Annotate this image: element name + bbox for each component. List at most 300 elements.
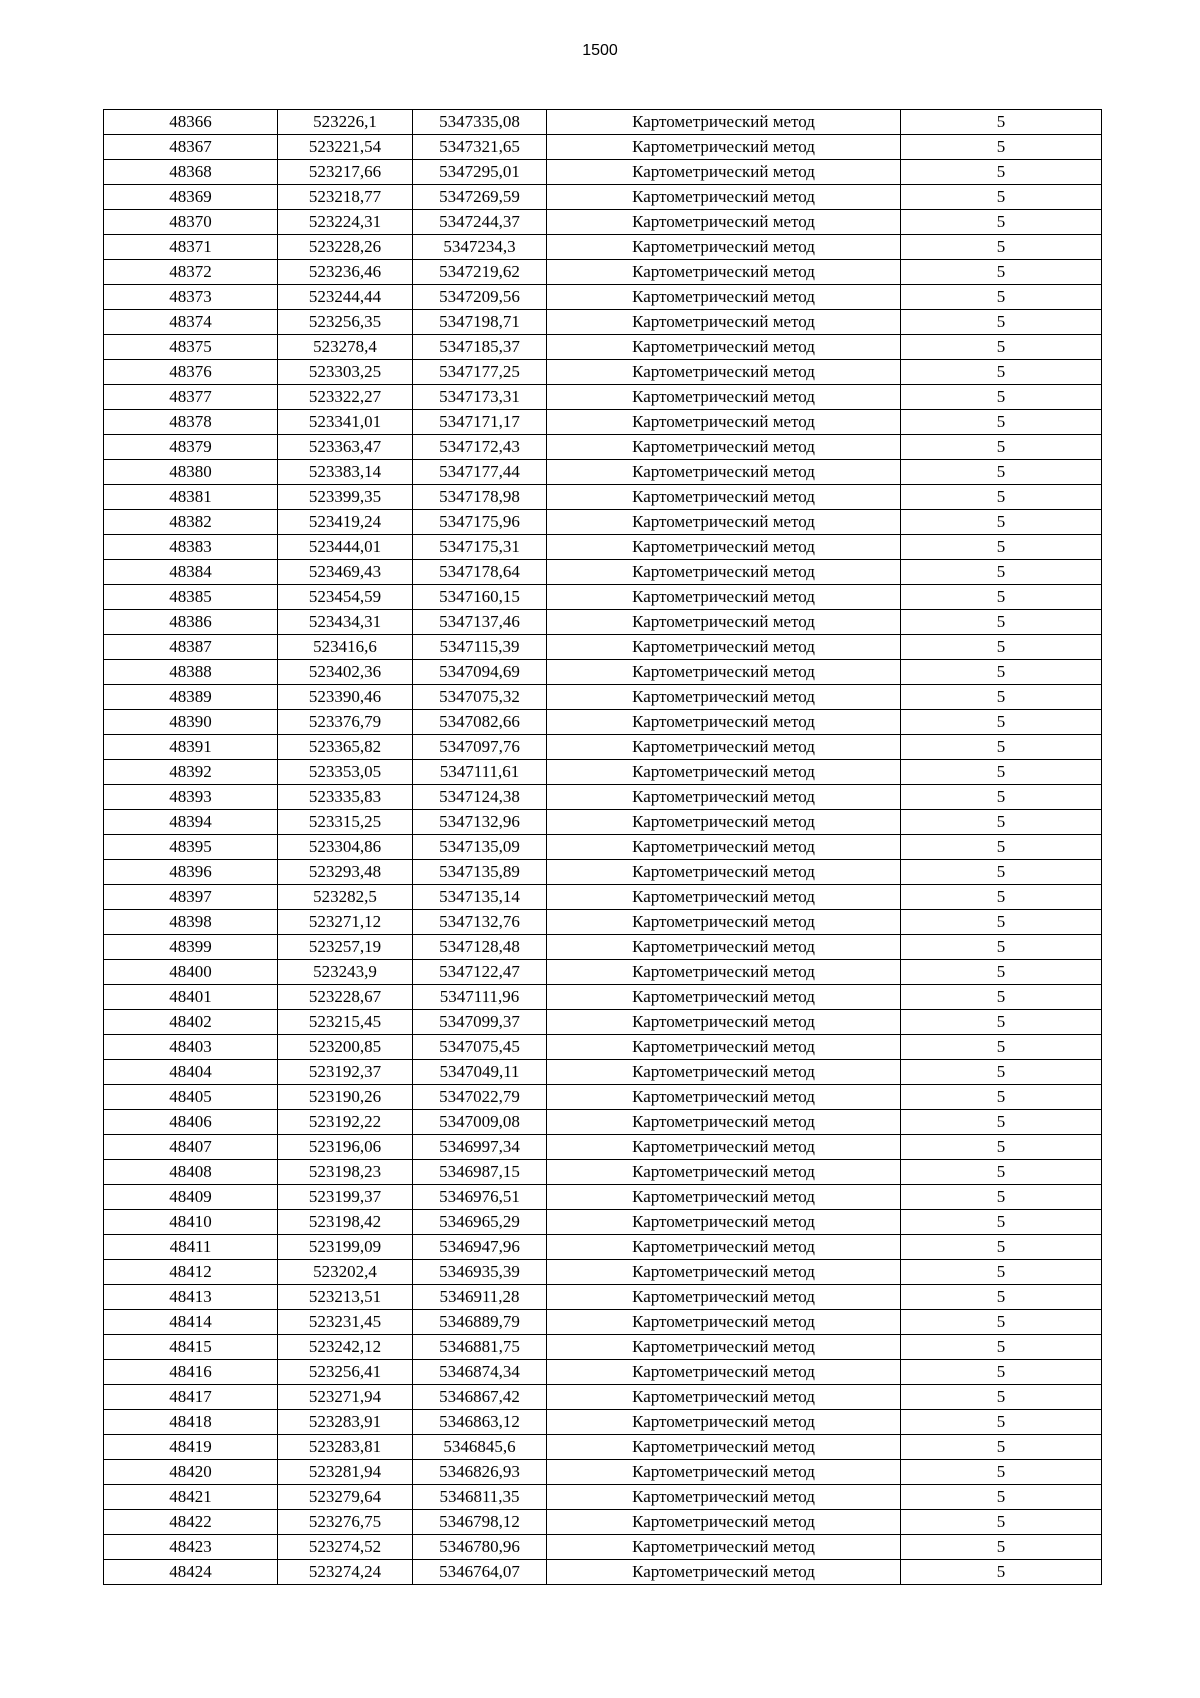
point-number-cell: 48387 (104, 635, 278, 660)
x-coordinate-cell: 523190,26 (278, 1085, 413, 1110)
y-coordinate-cell: 5347094,69 (413, 660, 547, 685)
point-number-cell: 48415 (104, 1335, 278, 1360)
x-coordinate-cell: 523236,46 (278, 260, 413, 285)
table-row (104, 385, 1102, 410)
method-cell: Картометрический метод (547, 485, 901, 510)
accuracy-cell: 5 (901, 960, 1102, 985)
x-coordinate-cell: 523274,52 (278, 1535, 413, 1560)
x-coordinate-cell: 523228,67 (278, 985, 413, 1010)
table-row (104, 360, 1102, 385)
y-coordinate-cell: 5347295,01 (413, 160, 547, 185)
method-cell: Картометрический метод (547, 1335, 901, 1360)
method-cell: Картометрический метод (547, 260, 901, 285)
point-number-cell: 48392 (104, 760, 278, 785)
method-cell: Картометрический метод (547, 410, 901, 435)
y-coordinate-cell: 5347175,96 (413, 510, 547, 535)
y-coordinate-cell: 5347122,47 (413, 960, 547, 985)
y-coordinate-cell: 5347132,96 (413, 810, 547, 835)
accuracy-cell: 5 (901, 660, 1102, 685)
table-row (104, 285, 1102, 310)
y-coordinate-cell: 5347128,48 (413, 935, 547, 960)
point-number-cell: 48397 (104, 885, 278, 910)
point-number-cell: 48371 (104, 235, 278, 260)
x-coordinate-cell: 523469,43 (278, 560, 413, 585)
x-coordinate-cell: 523303,25 (278, 360, 413, 385)
accuracy-cell: 5 (901, 1310, 1102, 1335)
y-coordinate-cell: 5346845,6 (413, 1435, 547, 1460)
point-number-cell: 48377 (104, 385, 278, 410)
accuracy-cell: 5 (901, 1235, 1102, 1260)
method-cell: Картометрический метод (547, 685, 901, 710)
x-coordinate-cell: 523376,79 (278, 710, 413, 735)
point-number-cell: 48376 (104, 360, 278, 385)
table-row (104, 1085, 1102, 1110)
method-cell: Картометрический метод (547, 960, 901, 985)
point-number-cell: 48407 (104, 1135, 278, 1160)
y-coordinate-cell: 5346764,07 (413, 1560, 547, 1585)
x-coordinate-cell: 523198,23 (278, 1160, 413, 1185)
y-coordinate-cell: 5347177,25 (413, 360, 547, 385)
y-coordinate-cell: 5346874,34 (413, 1360, 547, 1385)
method-cell: Картометрический метод (547, 535, 901, 560)
x-coordinate-cell: 523192,37 (278, 1060, 413, 1085)
table-row (104, 135, 1102, 160)
table-row (104, 1260, 1102, 1285)
accuracy-cell: 5 (901, 910, 1102, 935)
table-row (104, 1410, 1102, 1435)
y-coordinate-cell: 5347022,79 (413, 1085, 547, 1110)
accuracy-cell: 5 (901, 1260, 1102, 1285)
point-number-cell: 48405 (104, 1085, 278, 1110)
table-row (104, 1435, 1102, 1460)
x-coordinate-cell: 523282,5 (278, 885, 413, 910)
point-number-cell: 48420 (104, 1460, 278, 1485)
point-number-cell: 48367 (104, 135, 278, 160)
x-coordinate-cell: 523293,48 (278, 860, 413, 885)
table-row (104, 860, 1102, 885)
accuracy-cell: 5 (901, 835, 1102, 860)
accuracy-cell: 5 (901, 1160, 1102, 1185)
y-coordinate-cell: 5347137,46 (413, 610, 547, 635)
y-coordinate-cell: 5347178,98 (413, 485, 547, 510)
method-cell: Картометрический метод (547, 1035, 901, 1060)
accuracy-cell: 5 (901, 1535, 1102, 1560)
y-coordinate-cell: 5346867,42 (413, 1385, 547, 1410)
point-number-cell: 48401 (104, 985, 278, 1010)
table-row (104, 810, 1102, 835)
table-row (104, 160, 1102, 185)
y-coordinate-cell: 5347049,11 (413, 1060, 547, 1085)
table-row (104, 635, 1102, 660)
point-number-cell: 48424 (104, 1560, 278, 1585)
y-coordinate-cell: 5347178,64 (413, 560, 547, 585)
table-row (104, 260, 1102, 285)
method-cell: Картометрический метод (547, 910, 901, 935)
point-number-cell: 48381 (104, 485, 278, 510)
y-coordinate-cell: 5346935,39 (413, 1260, 547, 1285)
x-coordinate-cell: 523200,85 (278, 1035, 413, 1060)
method-cell: Картометрический метод (547, 1160, 901, 1185)
x-coordinate-cell: 523242,12 (278, 1335, 413, 1360)
y-coordinate-cell: 5346947,96 (413, 1235, 547, 1260)
point-number-cell: 48399 (104, 935, 278, 960)
point-number-cell: 48402 (104, 1010, 278, 1035)
point-number-cell: 48388 (104, 660, 278, 685)
method-cell: Картометрический метод (547, 210, 901, 235)
table-row (104, 935, 1102, 960)
x-coordinate-cell: 523315,25 (278, 810, 413, 835)
accuracy-cell: 5 (901, 685, 1102, 710)
point-number-cell: 48412 (104, 1260, 278, 1285)
accuracy-cell: 5 (901, 1485, 1102, 1510)
accuracy-cell: 5 (901, 210, 1102, 235)
x-coordinate-cell: 523192,22 (278, 1110, 413, 1135)
y-coordinate-cell: 5347160,15 (413, 585, 547, 610)
method-cell: Картометрический метод (547, 110, 901, 135)
table-row (104, 960, 1102, 985)
table-row (104, 435, 1102, 460)
accuracy-cell: 5 (901, 785, 1102, 810)
table-row (104, 835, 1102, 860)
y-coordinate-cell: 5346811,35 (413, 1485, 547, 1510)
page-number: 1500 (582, 42, 618, 59)
method-cell: Картометрический метод (547, 160, 901, 185)
accuracy-cell: 5 (901, 935, 1102, 960)
method-cell: Картометрический метод (547, 585, 901, 610)
accuracy-cell: 5 (901, 235, 1102, 260)
x-coordinate-cell: 523278,4 (278, 335, 413, 360)
x-coordinate-cell: 523399,35 (278, 485, 413, 510)
x-coordinate-cell: 523353,05 (278, 760, 413, 785)
point-number-cell: 48398 (104, 910, 278, 935)
y-coordinate-cell: 5347009,08 (413, 1110, 547, 1135)
point-number-cell: 48400 (104, 960, 278, 985)
y-coordinate-cell: 5347115,39 (413, 635, 547, 660)
table-row (104, 1560, 1102, 1585)
accuracy-cell: 5 (901, 310, 1102, 335)
table-row (104, 460, 1102, 485)
accuracy-cell: 5 (901, 135, 1102, 160)
accuracy-cell: 5 (901, 185, 1102, 210)
accuracy-cell: 5 (901, 535, 1102, 560)
table-row (104, 660, 1102, 685)
table-row (104, 1135, 1102, 1160)
method-cell: Картометрический метод (547, 860, 901, 885)
point-number-cell: 48368 (104, 160, 278, 185)
point-number-cell: 48389 (104, 685, 278, 710)
table-row (104, 1535, 1102, 1560)
table-row (104, 235, 1102, 260)
y-coordinate-cell: 5347135,09 (413, 835, 547, 860)
method-cell: Картометрический метод (547, 435, 901, 460)
method-cell: Картометрический метод (547, 1260, 901, 1285)
y-coordinate-cell: 5346911,28 (413, 1285, 547, 1310)
table-row (104, 485, 1102, 510)
accuracy-cell: 5 (901, 635, 1102, 660)
accuracy-cell: 5 (901, 860, 1102, 885)
table-row (104, 535, 1102, 560)
accuracy-cell: 5 (901, 1285, 1102, 1310)
method-cell: Картометрический метод (547, 810, 901, 835)
table-row (104, 1460, 1102, 1485)
x-coordinate-cell: 523244,44 (278, 285, 413, 310)
method-cell: Картометрический метод (547, 335, 901, 360)
table-row (104, 1110, 1102, 1135)
x-coordinate-cell: 523243,9 (278, 960, 413, 985)
point-number-cell: 48378 (104, 410, 278, 435)
y-coordinate-cell: 5347111,61 (413, 760, 547, 785)
point-number-cell: 48394 (104, 810, 278, 835)
method-cell: Картометрический метод (547, 1385, 901, 1410)
method-cell: Картометрический метод (547, 710, 901, 735)
point-number-cell: 48414 (104, 1310, 278, 1335)
x-coordinate-cell: 523304,86 (278, 835, 413, 860)
point-number-cell: 48385 (104, 585, 278, 610)
method-cell: Картометрический метод (547, 1185, 901, 1210)
y-coordinate-cell: 5347198,71 (413, 310, 547, 335)
point-number-cell: 48384 (104, 560, 278, 585)
table-row (104, 210, 1102, 235)
x-coordinate-cell: 523402,36 (278, 660, 413, 685)
method-cell: Картометрический метод (547, 1010, 901, 1035)
coordinates-table (103, 109, 1102, 1585)
point-number-cell: 48396 (104, 860, 278, 885)
accuracy-cell: 5 (901, 735, 1102, 760)
accuracy-cell: 5 (901, 110, 1102, 135)
y-coordinate-cell: 5347082,66 (413, 710, 547, 735)
y-coordinate-cell: 5347244,37 (413, 210, 547, 235)
point-number-cell: 48416 (104, 1360, 278, 1385)
point-number-cell: 48386 (104, 610, 278, 635)
x-coordinate-cell: 523390,46 (278, 685, 413, 710)
table-row (104, 1510, 1102, 1535)
y-coordinate-cell: 5346881,75 (413, 1335, 547, 1360)
point-number-cell: 48410 (104, 1210, 278, 1235)
x-coordinate-cell: 523279,64 (278, 1485, 413, 1510)
method-cell: Картометрический метод (547, 835, 901, 860)
x-coordinate-cell: 523335,83 (278, 785, 413, 810)
y-coordinate-cell: 5347321,65 (413, 135, 547, 160)
method-cell: Картометрический метод (547, 1410, 901, 1435)
point-number-cell: 48419 (104, 1435, 278, 1460)
y-coordinate-cell: 5347269,59 (413, 185, 547, 210)
y-coordinate-cell: 5347132,76 (413, 910, 547, 935)
method-cell: Картометрический метод (547, 1360, 901, 1385)
y-coordinate-cell: 5346826,93 (413, 1460, 547, 1485)
y-coordinate-cell: 5347175,31 (413, 535, 547, 560)
point-number-cell: 48393 (104, 785, 278, 810)
y-coordinate-cell: 5347234,3 (413, 235, 547, 260)
x-coordinate-cell: 523271,94 (278, 1385, 413, 1410)
method-cell: Картометрический метод (547, 510, 901, 535)
accuracy-cell: 5 (901, 1335, 1102, 1360)
table-row (104, 1385, 1102, 1410)
method-cell: Картометрический метод (547, 1435, 901, 1460)
table-row (104, 335, 1102, 360)
table-row (104, 760, 1102, 785)
method-cell: Картометрический метод (547, 935, 901, 960)
accuracy-cell: 5 (901, 810, 1102, 835)
method-cell: Картометрический метод (547, 460, 901, 485)
point-number-cell: 48418 (104, 1410, 278, 1435)
table-row (104, 1160, 1102, 1185)
y-coordinate-cell: 5346889,79 (413, 1310, 547, 1335)
table-row (104, 1285, 1102, 1310)
table-row (104, 735, 1102, 760)
table-row (104, 685, 1102, 710)
accuracy-cell: 5 (901, 360, 1102, 385)
table-row (104, 1360, 1102, 1385)
table-row (104, 985, 1102, 1010)
y-coordinate-cell: 5347111,96 (413, 985, 547, 1010)
table-row (104, 1035, 1102, 1060)
table-row (104, 885, 1102, 910)
y-coordinate-cell: 5347135,89 (413, 860, 547, 885)
table-row (104, 1210, 1102, 1235)
x-coordinate-cell: 523218,77 (278, 185, 413, 210)
y-coordinate-cell: 5347171,17 (413, 410, 547, 435)
y-coordinate-cell: 5347172,43 (413, 435, 547, 460)
x-coordinate-cell: 523341,01 (278, 410, 413, 435)
y-coordinate-cell: 5346798,12 (413, 1510, 547, 1535)
method-cell: Картометрический метод (547, 1460, 901, 1485)
accuracy-cell: 5 (901, 335, 1102, 360)
x-coordinate-cell: 523434,31 (278, 610, 413, 635)
x-coordinate-cell: 523199,37 (278, 1185, 413, 1210)
method-cell: Картометрический метод (547, 1235, 901, 1260)
table-row (104, 1310, 1102, 1335)
y-coordinate-cell: 5346863,12 (413, 1410, 547, 1435)
point-number-cell: 48373 (104, 285, 278, 310)
x-coordinate-cell: 523365,82 (278, 735, 413, 760)
accuracy-cell: 5 (901, 260, 1102, 285)
x-coordinate-cell: 523419,24 (278, 510, 413, 535)
table-row (104, 1485, 1102, 1510)
accuracy-cell: 5 (901, 385, 1102, 410)
method-cell: Картометрический метод (547, 635, 901, 660)
accuracy-cell: 5 (901, 610, 1102, 635)
point-number-cell: 48413 (104, 1285, 278, 1310)
table-row (104, 1235, 1102, 1260)
x-coordinate-cell: 523196,06 (278, 1135, 413, 1160)
method-cell: Картометрический метод (547, 610, 901, 635)
coordinates-table-body (104, 110, 1102, 1585)
table-row (104, 910, 1102, 935)
x-coordinate-cell: 523213,51 (278, 1285, 413, 1310)
point-number-cell: 48374 (104, 310, 278, 335)
x-coordinate-cell: 523383,14 (278, 460, 413, 485)
accuracy-cell: 5 (901, 485, 1102, 510)
y-coordinate-cell: 5347209,56 (413, 285, 547, 310)
accuracy-cell: 5 (901, 285, 1102, 310)
point-number-cell: 48422 (104, 1510, 278, 1535)
accuracy-cell: 5 (901, 160, 1102, 185)
table-row (104, 410, 1102, 435)
method-cell: Картометрический метод (547, 1285, 901, 1310)
method-cell: Картометрический метод (547, 1060, 901, 1085)
y-coordinate-cell: 5347097,76 (413, 735, 547, 760)
accuracy-cell: 5 (901, 585, 1102, 610)
x-coordinate-cell: 523202,4 (278, 1260, 413, 1285)
accuracy-cell: 5 (901, 1360, 1102, 1385)
method-cell: Картометрический метод (547, 360, 901, 385)
point-number-cell: 48411 (104, 1235, 278, 1260)
y-coordinate-cell: 5347075,32 (413, 685, 547, 710)
y-coordinate-cell: 5347124,38 (413, 785, 547, 810)
y-coordinate-cell: 5347335,08 (413, 110, 547, 135)
method-cell: Картометрический метод (547, 1510, 901, 1535)
x-coordinate-cell: 523215,45 (278, 1010, 413, 1035)
method-cell: Картометрический метод (547, 235, 901, 260)
accuracy-cell: 5 (901, 985, 1102, 1010)
point-number-cell: 48390 (104, 710, 278, 735)
accuracy-cell: 5 (901, 510, 1102, 535)
method-cell: Картометрический метод (547, 1210, 901, 1235)
x-coordinate-cell: 523199,09 (278, 1235, 413, 1260)
method-cell: Картометрический метод (547, 1085, 901, 1110)
point-number-cell: 48391 (104, 735, 278, 760)
table-row (104, 585, 1102, 610)
point-number-cell: 48406 (104, 1110, 278, 1135)
x-coordinate-cell: 523283,81 (278, 1435, 413, 1460)
x-coordinate-cell: 523224,31 (278, 210, 413, 235)
point-number-cell: 48395 (104, 835, 278, 860)
point-number-cell: 48369 (104, 185, 278, 210)
x-coordinate-cell: 523271,12 (278, 910, 413, 935)
method-cell: Картометрический метод (547, 1560, 901, 1585)
x-coordinate-cell: 523283,91 (278, 1410, 413, 1435)
table-row (104, 185, 1102, 210)
method-cell: Картометрический метод (547, 385, 901, 410)
accuracy-cell: 5 (901, 1135, 1102, 1160)
table-row (104, 560, 1102, 585)
accuracy-cell: 5 (901, 1035, 1102, 1060)
accuracy-cell: 5 (901, 885, 1102, 910)
method-cell: Картометрический метод (547, 310, 901, 335)
method-cell: Картометрический метод (547, 1310, 901, 1335)
x-coordinate-cell: 523221,54 (278, 135, 413, 160)
table-row (104, 510, 1102, 535)
accuracy-cell: 5 (901, 1110, 1102, 1135)
point-number-cell: 48409 (104, 1185, 278, 1210)
y-coordinate-cell: 5346997,34 (413, 1135, 547, 1160)
x-coordinate-cell: 523226,1 (278, 110, 413, 135)
y-coordinate-cell: 5347075,45 (413, 1035, 547, 1060)
x-coordinate-cell: 523444,01 (278, 535, 413, 560)
accuracy-cell: 5 (901, 1385, 1102, 1410)
method-cell: Картометрический метод (547, 1135, 901, 1160)
accuracy-cell: 5 (901, 1510, 1102, 1535)
accuracy-cell: 5 (901, 1435, 1102, 1460)
method-cell: Картометрический метод (547, 660, 901, 685)
method-cell: Картометрический метод (547, 185, 901, 210)
point-number-cell: 48370 (104, 210, 278, 235)
y-coordinate-cell: 5347219,62 (413, 260, 547, 285)
point-number-cell: 48404 (104, 1060, 278, 1085)
method-cell: Картометрический метод (547, 760, 901, 785)
method-cell: Картометрический метод (547, 1535, 901, 1560)
accuracy-cell: 5 (901, 560, 1102, 585)
point-number-cell: 48417 (104, 1385, 278, 1410)
table-row (104, 1185, 1102, 1210)
x-coordinate-cell: 523198,42 (278, 1210, 413, 1235)
accuracy-cell: 5 (901, 460, 1102, 485)
point-number-cell: 48383 (104, 535, 278, 560)
accuracy-cell: 5 (901, 1410, 1102, 1435)
table-row (104, 710, 1102, 735)
x-coordinate-cell: 523322,27 (278, 385, 413, 410)
point-number-cell: 48375 (104, 335, 278, 360)
